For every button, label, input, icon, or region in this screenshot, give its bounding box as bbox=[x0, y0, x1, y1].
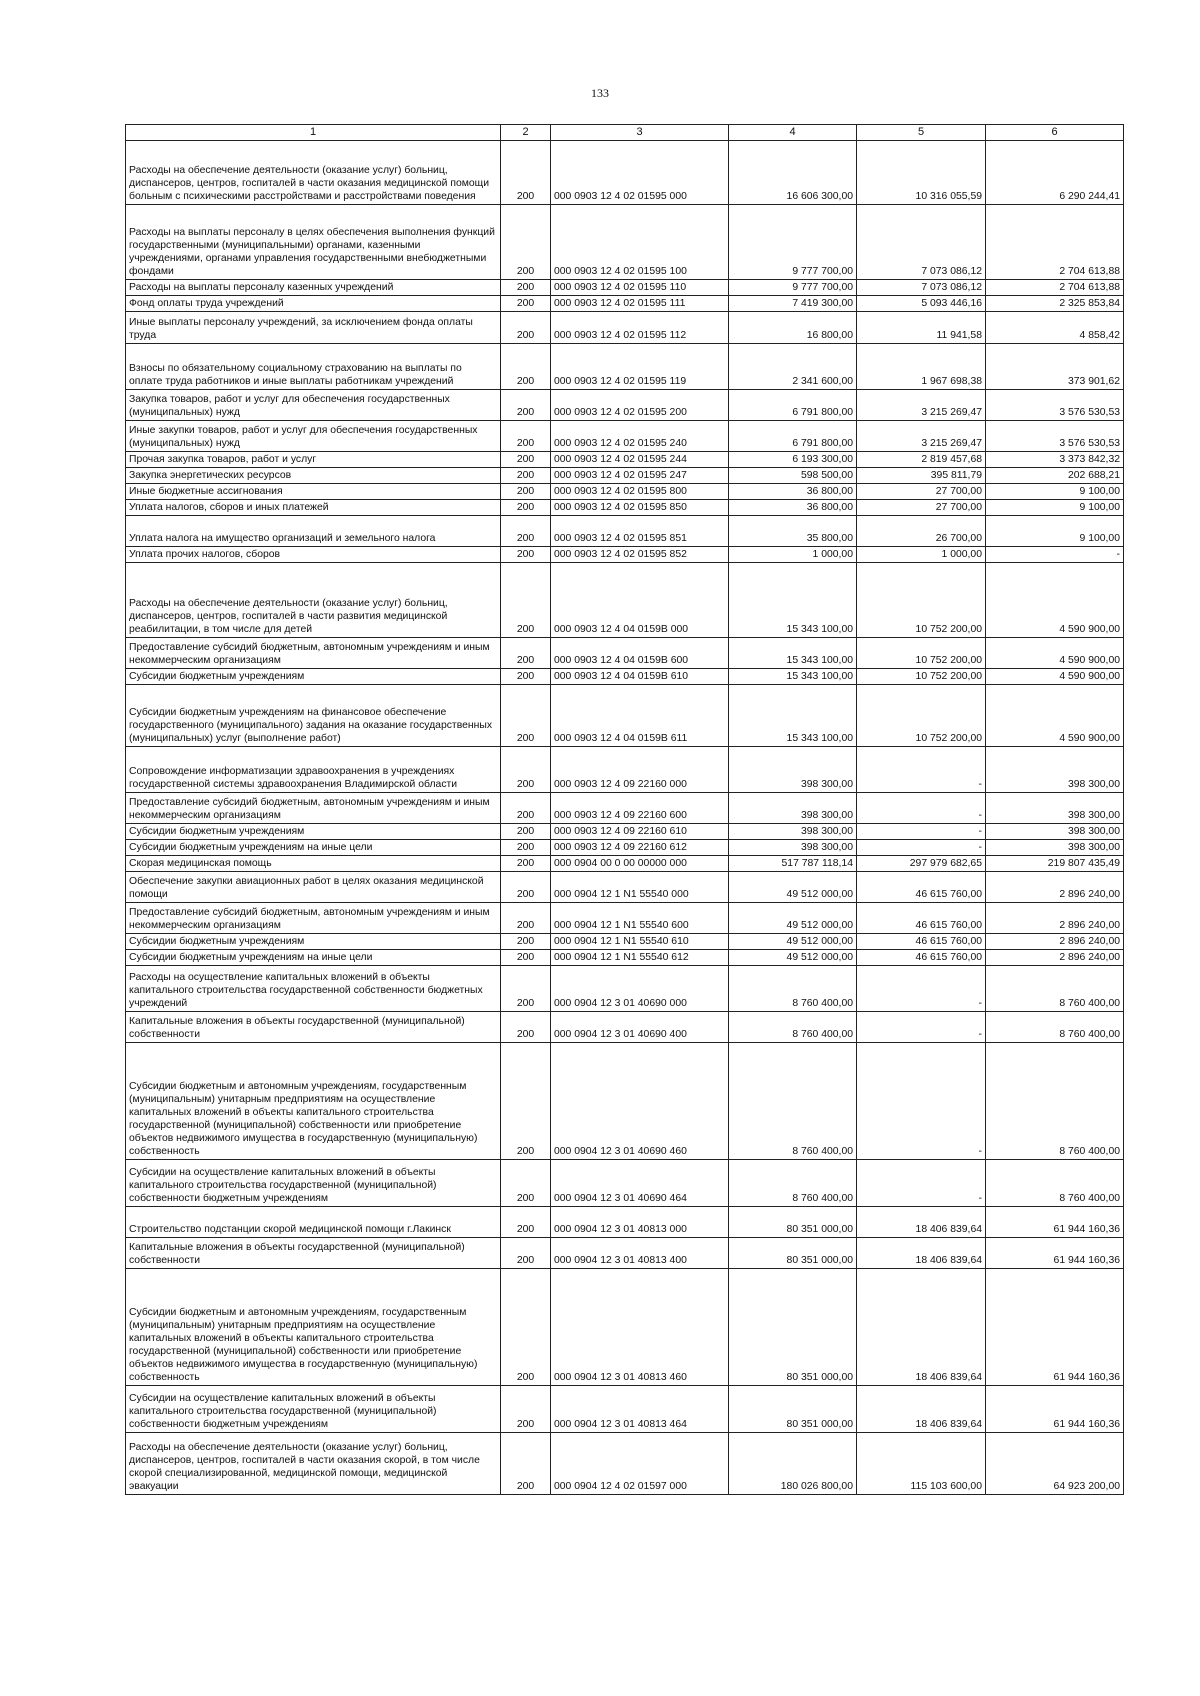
column-header-3: 3 bbox=[551, 125, 729, 141]
row-admin-code: 200 bbox=[501, 950, 551, 966]
row-executed-amount: 27 700,00 bbox=[857, 500, 986, 516]
row-executed-amount: 10 752 200,00 bbox=[857, 685, 986, 747]
row-approved-amount: 6 791 800,00 bbox=[729, 390, 857, 421]
table-row bbox=[126, 563, 1124, 638]
table-row bbox=[126, 747, 1124, 793]
row-unexecuted-amount: 219 807 435,49 bbox=[986, 856, 1124, 872]
table-row bbox=[126, 1160, 1124, 1207]
table-row bbox=[126, 934, 1124, 950]
row-admin-code: 200 bbox=[501, 1043, 551, 1160]
row-executed-amount: 3 215 269,47 bbox=[857, 390, 986, 421]
row-admin-code: 200 bbox=[501, 934, 551, 950]
row-name: Расходы на обеспечение деятельности (оказание услуг) больниц, диспансеров, центров, госпиталей в части оказания скорой, в том числе скорой специализированной, медицинской помощи, медицинской эвакуации bbox=[126, 1433, 501, 1495]
row-approved-amount: 398 300,00 bbox=[729, 747, 857, 793]
row-approved-amount: 398 300,00 bbox=[729, 824, 857, 840]
row-admin-code: 200 bbox=[501, 205, 551, 280]
row-unexecuted-amount: 8 760 400,00 bbox=[986, 1160, 1124, 1207]
row-unexecuted-amount: 3 373 842,32 bbox=[986, 452, 1124, 468]
row-name: Уплата налогов, сборов и иных платежей bbox=[126, 500, 501, 516]
row-approved-amount: 35 800,00 bbox=[729, 516, 857, 547]
column-header-1: 1 bbox=[126, 125, 501, 141]
row-executed-amount: 10 752 200,00 bbox=[857, 669, 986, 685]
row-unexecuted-amount: 4 590 900,00 bbox=[986, 669, 1124, 685]
row-budget-code: 000 0904 12 3 01 40813 000 bbox=[551, 1207, 729, 1238]
table-row bbox=[126, 824, 1124, 840]
table-row bbox=[126, 638, 1124, 669]
row-executed-amount: 297 979 682,65 bbox=[857, 856, 986, 872]
table-row bbox=[126, 1269, 1124, 1386]
row-admin-code: 200 bbox=[501, 500, 551, 516]
row-name: Иные бюджетные ассигнования bbox=[126, 484, 501, 500]
row-admin-code: 200 bbox=[501, 312, 551, 344]
table-row bbox=[126, 344, 1124, 390]
row-executed-amount: 7 073 086,12 bbox=[857, 205, 986, 280]
table-row bbox=[126, 312, 1124, 344]
row-admin-code: 200 bbox=[501, 856, 551, 872]
row-unexecuted-amount: 2 704 613,88 bbox=[986, 205, 1124, 280]
row-budget-code: 000 0904 12 3 01 40813 464 bbox=[551, 1386, 729, 1433]
row-approved-amount: 15 343 100,00 bbox=[729, 563, 857, 638]
row-approved-amount: 15 343 100,00 bbox=[729, 685, 857, 747]
row-admin-code: 200 bbox=[501, 141, 551, 205]
table-row bbox=[126, 1238, 1124, 1269]
column-header-5: 5 bbox=[857, 125, 986, 141]
row-admin-code: 200 bbox=[501, 390, 551, 421]
row-budget-code: 000 0904 12 1 N1 55540 612 bbox=[551, 950, 729, 966]
row-unexecuted-amount: 2 704 613,88 bbox=[986, 280, 1124, 296]
row-admin-code: 200 bbox=[501, 563, 551, 638]
row-approved-amount: 80 351 000,00 bbox=[729, 1269, 857, 1386]
row-approved-amount: 15 343 100,00 bbox=[729, 638, 857, 669]
row-budget-code: 000 0903 12 4 02 01595 100 bbox=[551, 205, 729, 280]
row-admin-code: 200 bbox=[501, 280, 551, 296]
row-unexecuted-amount: 64 923 200,00 bbox=[986, 1433, 1124, 1495]
row-unexecuted-amount: 61 944 160,36 bbox=[986, 1269, 1124, 1386]
row-budget-code: 000 0903 12 4 02 01595 850 bbox=[551, 500, 729, 516]
row-budget-code: 000 0903 12 4 04 0159В 611 bbox=[551, 685, 729, 747]
row-approved-amount: 398 300,00 bbox=[729, 793, 857, 824]
row-name: Фонд оплаты труда учреждений bbox=[126, 296, 501, 312]
row-name: Субсидии бюджетным учреждениям bbox=[126, 824, 501, 840]
table-row bbox=[126, 468, 1124, 484]
row-name: Уплата прочих налогов, сборов bbox=[126, 547, 501, 563]
row-executed-amount: 27 700,00 bbox=[857, 484, 986, 500]
table-row bbox=[126, 141, 1124, 205]
column-header-6: 6 bbox=[986, 125, 1124, 141]
row-admin-code: 200 bbox=[501, 1269, 551, 1386]
row-executed-amount: - bbox=[857, 1043, 986, 1160]
row-name: Субсидии на осуществление капитальных вложений в объекты капитального строительства государственной (муниципальной) собственности бюджетным учреждениям bbox=[126, 1160, 501, 1207]
row-admin-code: 200 bbox=[501, 669, 551, 685]
row-budget-code: 000 0903 12 4 09 22160 000 bbox=[551, 747, 729, 793]
row-approved-amount: 49 512 000,00 bbox=[729, 950, 857, 966]
row-approved-amount: 9 777 700,00 bbox=[729, 280, 857, 296]
row-admin-code: 200 bbox=[501, 793, 551, 824]
column-header-2: 2 bbox=[501, 125, 551, 141]
row-budget-code: 000 0903 12 4 04 0159В 610 bbox=[551, 669, 729, 685]
table-row bbox=[126, 793, 1124, 824]
row-admin-code: 200 bbox=[501, 638, 551, 669]
row-name: Субсидии бюджетным учреждениям на иные цели bbox=[126, 950, 501, 966]
row-admin-code: 200 bbox=[501, 296, 551, 312]
table-row bbox=[126, 516, 1124, 547]
row-approved-amount: 398 300,00 bbox=[729, 840, 857, 856]
row-executed-amount: 1 967 698,38 bbox=[857, 344, 986, 390]
row-admin-code: 200 bbox=[501, 1238, 551, 1269]
row-unexecuted-amount: 8 760 400,00 bbox=[986, 1043, 1124, 1160]
row-unexecuted-amount: 398 300,00 bbox=[986, 793, 1124, 824]
row-executed-amount: - bbox=[857, 840, 986, 856]
row-approved-amount: 15 343 100,00 bbox=[729, 669, 857, 685]
budget-table bbox=[125, 124, 1124, 1495]
row-approved-amount: 180 026 800,00 bbox=[729, 1433, 857, 1495]
row-unexecuted-amount: 4 590 900,00 bbox=[986, 563, 1124, 638]
table-row bbox=[126, 484, 1124, 500]
row-budget-code: 000 0903 12 4 04 0159В 600 bbox=[551, 638, 729, 669]
row-budget-code: 000 0903 12 4 02 01595 800 bbox=[551, 484, 729, 500]
row-budget-code: 000 0904 12 3 01 40690 464 bbox=[551, 1160, 729, 1207]
row-name: Субсидии бюджетным и автономным учреждениям, государственным (муниципальным) унитарным предприятиям на осуществление капитальных вложений в объекты капитального строительства государственной (муниципальной) собственности или приобретение объектов недвижимого имущества в государственную (муниципальную) собственность bbox=[126, 1043, 501, 1160]
row-approved-amount: 36 800,00 bbox=[729, 500, 857, 516]
row-name: Субсидии бюджетным учреждениям bbox=[126, 934, 501, 950]
row-approved-amount: 2 341 600,00 bbox=[729, 344, 857, 390]
column-number-row bbox=[126, 125, 1124, 141]
row-admin-code: 200 bbox=[501, 1207, 551, 1238]
row-admin-code: 200 bbox=[501, 824, 551, 840]
row-budget-code: 000 0904 12 1 N1 55540 000 bbox=[551, 872, 729, 903]
row-admin-code: 200 bbox=[501, 1433, 551, 1495]
table-row bbox=[126, 296, 1124, 312]
row-approved-amount: 6 791 800,00 bbox=[729, 421, 857, 452]
row-approved-amount: 8 760 400,00 bbox=[729, 1043, 857, 1160]
row-budget-code: 000 0904 12 3 01 40690 460 bbox=[551, 1043, 729, 1160]
row-unexecuted-amount: 398 300,00 bbox=[986, 840, 1124, 856]
row-admin-code: 200 bbox=[501, 1012, 551, 1043]
row-approved-amount: 36 800,00 bbox=[729, 484, 857, 500]
row-approved-amount: 80 351 000,00 bbox=[729, 1207, 857, 1238]
row-name: Капитальные вложения в объекты государственной (муниципальной) собственности bbox=[126, 1238, 501, 1269]
row-approved-amount: 9 777 700,00 bbox=[729, 205, 857, 280]
row-admin-code: 200 bbox=[501, 966, 551, 1012]
row-admin-code: 200 bbox=[501, 547, 551, 563]
row-name: Расходы на выплаты персоналу в целях обеспечения выполнения функций государственными (муниципальными) органами, казенными учреждениями, органами управления государственными внебюджетными фондами bbox=[126, 205, 501, 280]
row-executed-amount: 10 752 200,00 bbox=[857, 638, 986, 669]
row-budget-code: 000 0904 12 1 N1 55540 600 bbox=[551, 903, 729, 934]
row-budget-code: 000 0903 12 4 02 01595 112 bbox=[551, 312, 729, 344]
row-name: Капитальные вложения в объекты государственной (муниципальной) собственности bbox=[126, 1012, 501, 1043]
row-executed-amount: 46 615 760,00 bbox=[857, 950, 986, 966]
row-name: Иные выплаты персоналу учреждений, за исключением фонда оплаты труда bbox=[126, 312, 501, 344]
row-name: Расходы на осуществление капитальных вложений в объекты капитального строительства государственной собственности бюджетных учреждений bbox=[126, 966, 501, 1012]
row-budget-code: 000 0904 12 1 N1 55540 610 bbox=[551, 934, 729, 950]
row-admin-code: 200 bbox=[501, 1160, 551, 1207]
row-executed-amount: 7 073 086,12 bbox=[857, 280, 986, 296]
table-row bbox=[126, 1386, 1124, 1433]
row-unexecuted-amount: 2 325 853,84 bbox=[986, 296, 1124, 312]
row-executed-amount: 26 700,00 bbox=[857, 516, 986, 547]
row-admin-code: 200 bbox=[501, 452, 551, 468]
row-executed-amount: - bbox=[857, 824, 986, 840]
row-budget-code: 000 0904 12 3 01 40813 460 bbox=[551, 1269, 729, 1386]
row-approved-amount: 80 351 000,00 bbox=[729, 1238, 857, 1269]
table-row bbox=[126, 452, 1124, 468]
row-admin-code: 200 bbox=[501, 484, 551, 500]
row-name: Расходы на выплаты персоналу казенных учреждений bbox=[126, 280, 501, 296]
row-approved-amount: 598 500,00 bbox=[729, 468, 857, 484]
row-executed-amount: 11 941,58 bbox=[857, 312, 986, 344]
row-executed-amount: 46 615 760,00 bbox=[857, 903, 986, 934]
row-admin-code: 200 bbox=[501, 516, 551, 547]
row-executed-amount: 18 406 839,64 bbox=[857, 1386, 986, 1433]
row-unexecuted-amount: 3 576 530,53 bbox=[986, 390, 1124, 421]
row-budget-code: 000 0903 12 4 02 01595 852 bbox=[551, 547, 729, 563]
row-unexecuted-amount: 4 590 900,00 bbox=[986, 638, 1124, 669]
row-name: Предоставление субсидий бюджетным, автономным учреждениям и иным некоммерческим организациям bbox=[126, 638, 501, 669]
row-unexecuted-amount: 9 100,00 bbox=[986, 516, 1124, 547]
row-budget-code: 000 0904 12 3 01 40690 400 bbox=[551, 1012, 729, 1043]
row-executed-amount: 3 215 269,47 bbox=[857, 421, 986, 452]
row-name: Взносы по обязательному социальному страхованию на выплаты по оплате труда работников и иные выплаты работникам учреждений bbox=[126, 344, 501, 390]
row-executed-amount: 5 093 446,16 bbox=[857, 296, 986, 312]
row-name: Субсидии на осуществление капитальных вложений в объекты капитального строительства государственной (муниципальной) собственности бюджетным учреждениям bbox=[126, 1386, 501, 1433]
table-row bbox=[126, 1433, 1124, 1495]
budget-table-body bbox=[126, 125, 1124, 1495]
row-budget-code: 000 0903 12 4 09 22160 600 bbox=[551, 793, 729, 824]
table-row bbox=[126, 421, 1124, 452]
row-admin-code: 200 bbox=[501, 1386, 551, 1433]
row-unexecuted-amount: 4 590 900,00 bbox=[986, 685, 1124, 747]
row-executed-amount: 395 811,79 bbox=[857, 468, 986, 484]
row-unexecuted-amount: 8 760 400,00 bbox=[986, 1012, 1124, 1043]
page-number: 133 bbox=[591, 86, 609, 100]
table-row bbox=[126, 669, 1124, 685]
row-approved-amount: 7 419 300,00 bbox=[729, 296, 857, 312]
row-approved-amount: 517 787 118,14 bbox=[729, 856, 857, 872]
table-row bbox=[126, 872, 1124, 903]
table-row bbox=[126, 903, 1124, 934]
row-name: Расходы на обеспечение деятельности (оказание услуг) больниц, диспансеров, центров, госпиталей в части оказания медицинской помощи больным с психическими расстройствами и расстройствами поведения bbox=[126, 141, 501, 205]
row-budget-code: 000 0903 12 4 02 01595 244 bbox=[551, 452, 729, 468]
row-executed-amount: - bbox=[857, 1012, 986, 1043]
row-unexecuted-amount: 61 944 160,36 bbox=[986, 1238, 1124, 1269]
row-approved-amount: 6 193 300,00 bbox=[729, 452, 857, 468]
row-approved-amount: 49 512 000,00 bbox=[729, 872, 857, 903]
row-executed-amount: 10 316 055,59 bbox=[857, 141, 986, 205]
row-budget-code: 000 0904 12 4 02 01597 000 bbox=[551, 1433, 729, 1495]
table-row bbox=[126, 1207, 1124, 1238]
table-row bbox=[126, 685, 1124, 747]
table-row bbox=[126, 390, 1124, 421]
row-admin-code: 200 bbox=[501, 344, 551, 390]
row-name: Субсидии бюджетным учреждениям на иные цели bbox=[126, 840, 501, 856]
row-unexecuted-amount: 398 300,00 bbox=[986, 747, 1124, 793]
row-name: Скорая медицинская помощь bbox=[126, 856, 501, 872]
row-budget-code: 000 0903 12 4 02 01595 110 bbox=[551, 280, 729, 296]
table-row bbox=[126, 856, 1124, 872]
row-approved-amount: 16 800,00 bbox=[729, 312, 857, 344]
table-row bbox=[126, 547, 1124, 563]
row-unexecuted-amount: 9 100,00 bbox=[986, 500, 1124, 516]
row-approved-amount: 49 512 000,00 bbox=[729, 934, 857, 950]
row-executed-amount: 115 103 600,00 bbox=[857, 1433, 986, 1495]
row-executed-amount: - bbox=[857, 747, 986, 793]
row-unexecuted-amount: 8 760 400,00 bbox=[986, 966, 1124, 1012]
table-row bbox=[126, 840, 1124, 856]
row-executed-amount: 46 615 760,00 bbox=[857, 934, 986, 950]
row-budget-code: 000 0903 12 4 04 0159В 000 bbox=[551, 563, 729, 638]
row-budget-code: 000 0903 12 4 09 22160 612 bbox=[551, 840, 729, 856]
row-name: Расходы на обеспечение деятельности (оказание услуг) больниц, диспансеров, центров, госпиталей в части развития медицинской реабилитации, в том числе для детей bbox=[126, 563, 501, 638]
row-executed-amount: - bbox=[857, 1160, 986, 1207]
row-unexecuted-amount: 61 944 160,36 bbox=[986, 1386, 1124, 1433]
row-budget-code: 000 0903 12 4 02 01595 240 bbox=[551, 421, 729, 452]
row-unexecuted-amount: 6 290 244,41 bbox=[986, 141, 1124, 205]
row-unexecuted-amount: 3 576 530,53 bbox=[986, 421, 1124, 452]
row-unexecuted-amount: 373 901,62 bbox=[986, 344, 1124, 390]
row-admin-code: 200 bbox=[501, 747, 551, 793]
row-budget-code: 000 0904 12 3 01 40813 400 bbox=[551, 1238, 729, 1269]
row-admin-code: 200 bbox=[501, 468, 551, 484]
row-executed-amount: 18 406 839,64 bbox=[857, 1269, 986, 1386]
row-unexecuted-amount: 4 858,42 bbox=[986, 312, 1124, 344]
row-budget-code: 000 0903 12 4 02 01595 000 bbox=[551, 141, 729, 205]
column-header-4: 4 bbox=[729, 125, 857, 141]
row-approved-amount: 16 606 300,00 bbox=[729, 141, 857, 205]
table-row bbox=[126, 205, 1124, 280]
row-budget-code: 000 0903 12 4 02 01595 200 bbox=[551, 390, 729, 421]
row-name: Иные закупки товаров, работ и услуг для обеспечения государственных (муниципальных) нужд bbox=[126, 421, 501, 452]
row-approved-amount: 1 000,00 bbox=[729, 547, 857, 563]
row-approved-amount: 8 760 400,00 bbox=[729, 1160, 857, 1207]
row-unexecuted-amount: 2 896 240,00 bbox=[986, 872, 1124, 903]
row-name: Сопровождение информатизации здравоохранения в учреждениях государственной системы здравоохранения Владимирской области bbox=[126, 747, 501, 793]
table-row bbox=[126, 950, 1124, 966]
row-executed-amount: 46 615 760,00 bbox=[857, 872, 986, 903]
row-admin-code: 200 bbox=[501, 872, 551, 903]
row-unexecuted-amount: 398 300,00 bbox=[986, 824, 1124, 840]
row-budget-code: 000 0903 12 4 09 22160 610 bbox=[551, 824, 729, 840]
row-admin-code: 200 bbox=[501, 840, 551, 856]
table-row bbox=[126, 280, 1124, 296]
row-name: Прочая закупка товаров, работ и услуг bbox=[126, 452, 501, 468]
row-budget-code: 000 0904 12 3 01 40690 000 bbox=[551, 966, 729, 1012]
row-name: Закупка энергетических ресурсов bbox=[126, 468, 501, 484]
row-budget-code: 000 0903 12 4 02 01595 247 bbox=[551, 468, 729, 484]
row-unexecuted-amount: 9 100,00 bbox=[986, 484, 1124, 500]
row-unexecuted-amount: 202 688,21 bbox=[986, 468, 1124, 484]
row-unexecuted-amount: 2 896 240,00 bbox=[986, 903, 1124, 934]
row-name: Строительство подстанции скорой медицинской помощи г.Лакинск bbox=[126, 1207, 501, 1238]
row-unexecuted-amount: 61 944 160,36 bbox=[986, 1207, 1124, 1238]
row-budget-code: 000 0904 00 0 00 00000 000 bbox=[551, 856, 729, 872]
row-admin-code: 200 bbox=[501, 903, 551, 934]
row-approved-amount: 8 760 400,00 bbox=[729, 1012, 857, 1043]
row-budget-code: 000 0903 12 4 02 01595 111 bbox=[551, 296, 729, 312]
row-budget-code: 000 0903 12 4 02 01595 119 bbox=[551, 344, 729, 390]
table-row bbox=[126, 1012, 1124, 1043]
row-executed-amount: - bbox=[857, 793, 986, 824]
row-executed-amount: 18 406 839,64 bbox=[857, 1207, 986, 1238]
row-name: Обеспечение закупки авиационных работ в целях оказания медицинской помощи bbox=[126, 872, 501, 903]
row-name: Предоставление субсидий бюджетным, автономным учреждениям и иным некоммерческим организациям bbox=[126, 793, 501, 824]
row-approved-amount: 8 760 400,00 bbox=[729, 966, 857, 1012]
row-executed-amount: 1 000,00 bbox=[857, 547, 986, 563]
row-approved-amount: 80 351 000,00 bbox=[729, 1386, 857, 1433]
row-name: Уплата налога на имущество организаций и земельного налога bbox=[126, 516, 501, 547]
row-admin-code: 200 bbox=[501, 685, 551, 747]
table-row bbox=[126, 966, 1124, 1012]
row-unexecuted-amount: 2 896 240,00 bbox=[986, 950, 1124, 966]
table-row bbox=[126, 500, 1124, 516]
row-name: Субсидии бюджетным и автономным учреждениям, государственным (муниципальным) унитарным предприятиям на осуществление капитальных вложений в объекты капитального строительства государственной (муниципальной) собственности или приобретение объектов недвижимого имущества в государственную (муниципальную) собственность bbox=[126, 1269, 501, 1386]
row-executed-amount: 10 752 200,00 bbox=[857, 563, 986, 638]
table-row bbox=[126, 1043, 1124, 1160]
row-unexecuted-amount: - bbox=[986, 547, 1124, 563]
row-name: Предоставление субсидий бюджетным, автономным учреждениям и иным некоммерческим организациям bbox=[126, 903, 501, 934]
row-executed-amount: - bbox=[857, 966, 986, 1012]
row-name: Субсидии бюджетным учреждениям bbox=[126, 669, 501, 685]
row-admin-code: 200 bbox=[501, 421, 551, 452]
row-executed-amount: 2 819 457,68 bbox=[857, 452, 986, 468]
row-budget-code: 000 0903 12 4 02 01595 851 bbox=[551, 516, 729, 547]
row-name: Субсидии бюджетным учреждениям на финансовое обеспечение государственного (муниципального) задания на оказание государственных (муниципальных) услуг (выполнение работ) bbox=[126, 685, 501, 747]
row-approved-amount: 49 512 000,00 bbox=[729, 903, 857, 934]
row-executed-amount: 18 406 839,64 bbox=[857, 1238, 986, 1269]
row-unexecuted-amount: 2 896 240,00 bbox=[986, 934, 1124, 950]
row-name: Закупка товаров, работ и услуг для обеспечения государственных (муниципальных) нужд bbox=[126, 390, 501, 421]
